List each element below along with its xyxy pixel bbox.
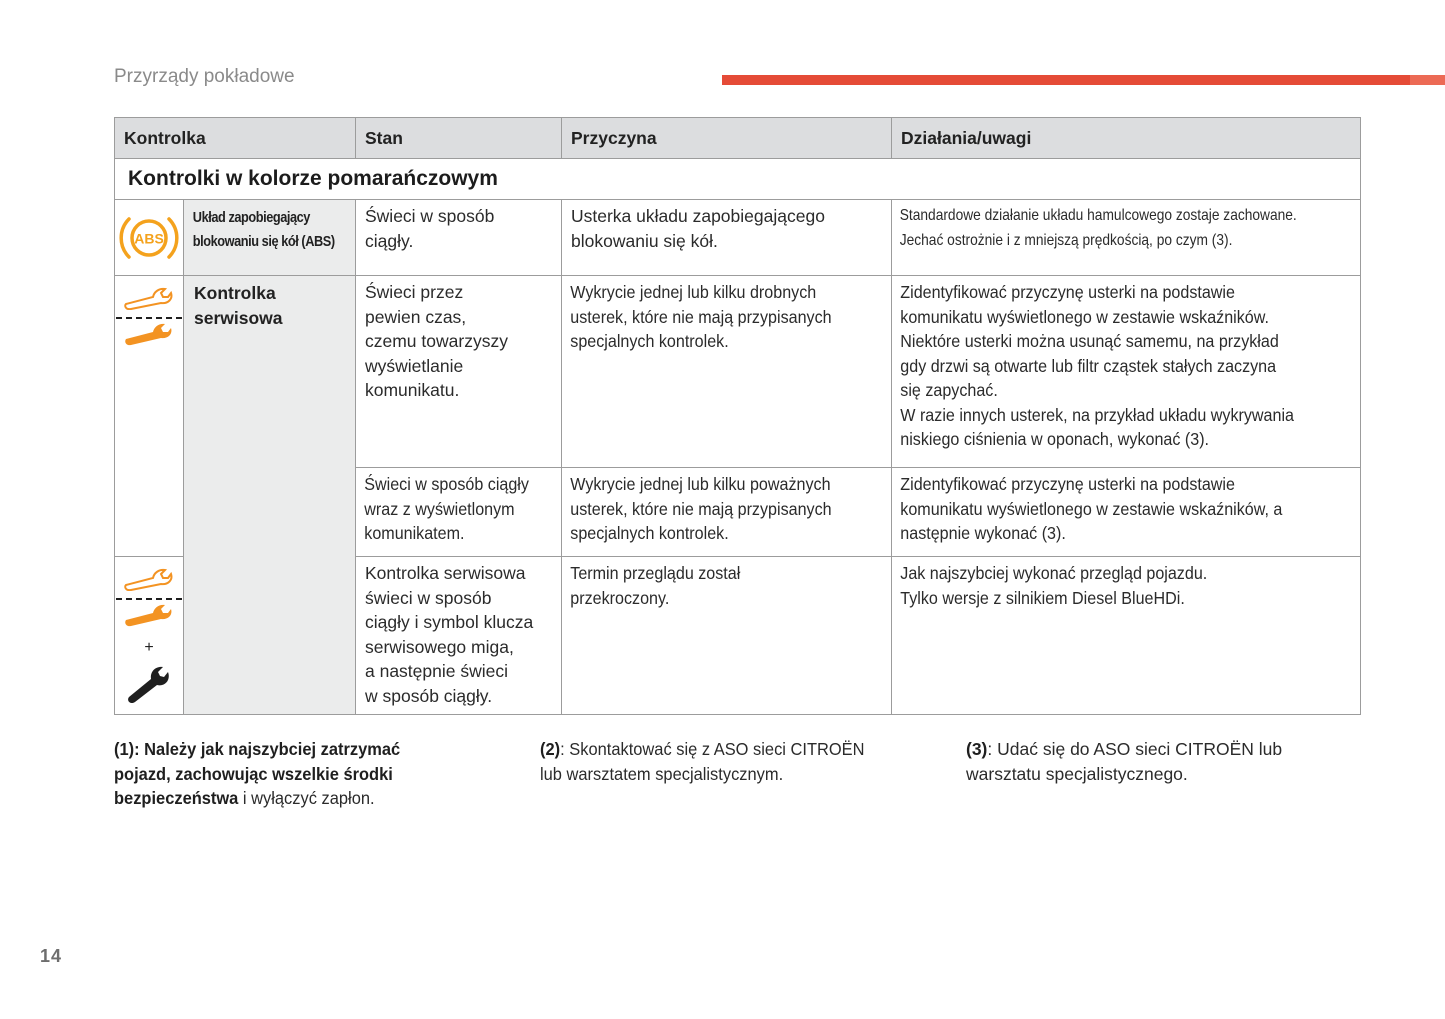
- service-wrench-icon-group: [115, 276, 183, 352]
- dzialania-line: gdy drzwi są otwarte lub filtr cząstek stałych zaczyna: [900, 355, 1277, 376]
- stan-line: ciągły i symbol klucza: [365, 612, 534, 632]
- dzialania-line: Standardowe działanie układu hamulcowego zostaje zachowane.: [899, 207, 1297, 224]
- stan-cell: [356, 557, 562, 715]
- stan-line: Kontrolka serwisowa: [365, 563, 526, 583]
- footnote-bold-line: pojazd, zachowując wszelkie środki: [114, 763, 393, 784]
- stan-line: a następnie świeci: [365, 661, 508, 681]
- table-header-row: [115, 118, 1361, 159]
- stan-line: wyświetlanie: [365, 355, 464, 376]
- warning-lights-table: [114, 117, 1361, 715]
- dzialania-line: komunikatu wyświetlonego w zestawie wskaźników, a: [900, 498, 1283, 519]
- footnote-2: (2): Skontaktować się z ASO sieci CITROËN lub warsztatem specjalistycznym.: [540, 737, 940, 786]
- footnote-bold-line: Należy jak najszybciej zatrzymać: [144, 739, 401, 759]
- przyczyna-line: Termin przeglądu został: [570, 563, 741, 583]
- label-line: Kontrolka: [194, 283, 276, 303]
- footnote-bold-line: bezpieczeństwa: [114, 788, 239, 808]
- stan-cell: [356, 468, 562, 557]
- label-cell-abs: [184, 200, 356, 276]
- przyczyna-cell: [562, 557, 892, 715]
- przyczyna-line: usterek, które nie mają przypisanych: [570, 306, 832, 327]
- wrench-filled-icon: [123, 602, 175, 628]
- section-title: Przyrządy pokładowe: [114, 66, 295, 87]
- label-line: serwisowa: [194, 307, 283, 328]
- accent-bar: [722, 75, 1445, 85]
- label-line: Układ zapobiegający: [192, 210, 310, 226]
- dzialania-line: Zidentyfikować przyczynę usterki na podstawie: [900, 282, 1235, 302]
- stan-line: Świeci przez: [365, 282, 464, 302]
- dzialania-line: Niektóre usterki można usunąć samemu, na przykład: [900, 331, 1279, 351]
- wrench-outline-icon: [123, 565, 175, 591]
- wrench-outline-icon: [123, 284, 175, 310]
- stan-line: w sposób ciągły.: [365, 685, 493, 706]
- przyczyna-line: usterek, które nie mają przypisanych: [570, 498, 832, 519]
- dzialania-line: Zidentyfikować przyczynę usterki na podstawie: [900, 474, 1235, 494]
- footnote-line: Udać się do ASO sieci CITROËN lub: [997, 739, 1283, 759]
- label-line: blokowaniu się kół (ABS): [192, 234, 335, 250]
- przyczyna-line: Wykrycie jednej lub kilku drobnych: [570, 282, 817, 302]
- column-header-dzialania: Działania/uwagi: [892, 118, 1361, 159]
- footnote-3: (3): Udać się do ASO sieci CITROËN lub warsztatu specjalistycznego.: [966, 737, 1366, 786]
- footnote-line: lub warsztatem specjalistycznym.: [540, 763, 784, 784]
- dzialania-line: W razie innych usterek, na przykład układu wykrywania: [900, 404, 1295, 425]
- column-header-stan: Stan: [356, 118, 562, 159]
- dzialania-line: Jechać ostrożnie i z mniejszą prędkością, po czym (3).: [899, 231, 1233, 249]
- przyczyna-line: przekroczony.: [570, 587, 670, 608]
- przyczyna-line: specjalnych kontrolek.: [570, 523, 729, 543]
- group-row: [115, 159, 1361, 200]
- stan-line: serwisowego miga,: [365, 636, 514, 657]
- stan-line: komunikatem.: [364, 523, 465, 543]
- stan-line: świeci w sposób: [365, 587, 492, 608]
- dzialania-cell: [892, 557, 1361, 715]
- service-wrench-plus-key-icon-group: [115, 557, 183, 708]
- dzialania-cell: [892, 200, 1361, 276]
- footnote-ref: (1): [114, 739, 135, 759]
- dzialania-line: komunikatu wyświetlonego w zestawie wskaźników.: [900, 306, 1269, 327]
- footnote-1: (1): Należy jak najszybciej zatrzymać pojazd, zachowując wszelkie środki bezpieczeństwa i wyłączyć zapłon.: [114, 739, 401, 808]
- key-wrench-black-icon: [125, 661, 173, 703]
- przyczyna-line: Wykrycie jednej lub kilku poważnych: [570, 474, 831, 494]
- footnote-ref: (2): [540, 739, 561, 759]
- accent-bar-end: [1410, 75, 1445, 85]
- icon-cell: [115, 557, 184, 715]
- przyczyna-line: blokowaniu się kół.: [571, 230, 718, 251]
- stan-cell: [356, 276, 562, 468]
- icon-cell: [115, 200, 184, 276]
- footnote-line: Skontaktować się z ASO sieci CITROËN: [569, 739, 865, 759]
- footnote-line: warsztatu specjalistycznego.: [966, 763, 1188, 784]
- abs-warning-icon: [117, 206, 181, 270]
- column-header-kontrolka: Kontrolka: [115, 118, 356, 159]
- stan-line: pewien czas,: [365, 306, 467, 327]
- column-header-przyczyna: Przyczyna: [562, 118, 892, 159]
- stan-line: czemu towarzyszy: [365, 331, 508, 351]
- dashed-separator: [116, 598, 182, 600]
- stan-line: wraz z wyświetlonym: [364, 498, 515, 519]
- przyczyna-line: Usterka układu zapobiegającego: [571, 206, 825, 226]
- przyczyna-cell: [562, 468, 892, 557]
- plus-sign: +: [144, 639, 154, 656]
- przyczyna-cell: [562, 200, 892, 276]
- dzialania-cell: [892, 276, 1361, 468]
- group-title: Kontrolki w kolorze pomarańczowym: [115, 159, 1361, 200]
- stan-line: komunikatu.: [365, 380, 460, 400]
- stan-cell: [356, 200, 562, 276]
- dzialania-line: się zapychać.: [900, 380, 998, 400]
- table-row: [115, 276, 1361, 468]
- table-row: [115, 200, 1361, 276]
- page-number: 14: [40, 946, 63, 966]
- icon-cell: [115, 276, 184, 557]
- footnote-tail: i wyłączyć zapłon.: [238, 788, 375, 808]
- stan-line: ciągły.: [365, 230, 414, 251]
- dzialania-cell: [892, 468, 1361, 557]
- przyczyna-line: specjalnych kontrolek.: [570, 331, 729, 351]
- stan-line: Świeci w sposób ciągły: [364, 474, 529, 494]
- stan-line: Świeci w sposób: [365, 206, 495, 226]
- dashed-separator: [116, 317, 182, 319]
- dzialania-line: Jak najszybciej wykonać przegląd pojazdu.: [900, 563, 1208, 583]
- dzialania-line: następnie wykonać (3).: [900, 523, 1066, 543]
- footnote-ref: (3): [966, 739, 988, 759]
- abs-icon-text: ABS: [134, 230, 164, 247]
- dzialania-line: niskiego ciśnienia w oponach, wykonać (3).: [900, 429, 1210, 449]
- dzialania-line: Tylko wersje z silnikiem Diesel BlueHDi.: [900, 587, 1185, 608]
- label-cell-service: [184, 276, 356, 715]
- przyczyna-cell: [562, 276, 892, 468]
- wrench-filled-icon: [123, 321, 175, 347]
